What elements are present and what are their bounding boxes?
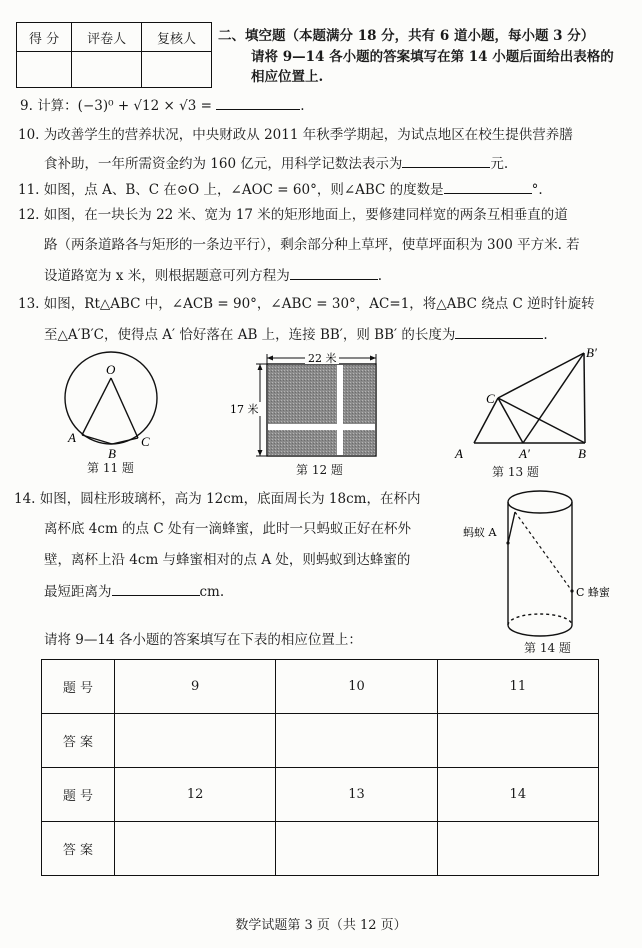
q14-answer-blank[interactable] — [112, 582, 200, 596]
q14-end: cm. — [199, 584, 225, 600]
question-12-cont — [44, 266, 382, 284]
q14-line2: 离杯底 4cm 的点 C 处有一滴蜂蜜，此时一只蚂蚁正好在杯外 — [44, 521, 411, 537]
segment-ab — [82, 435, 112, 444]
answer-table-intro: 请将 9—14 各小题的答案填写在下表的相应位置上： — [44, 632, 362, 648]
ant-label: 蚂蚁 A — [463, 526, 497, 539]
width-label: 22 米 — [308, 352, 337, 365]
q12-line2: 路（两条道路各与矩形的一条边平行），剩余部分种上草坪，使草坪面积为 300 平方米. 若 — [44, 237, 580, 253]
answer-cell-13[interactable] — [276, 822, 437, 876]
question-number-cell: 14 — [437, 768, 598, 822]
q14-line4: 最短距离为 — [44, 584, 112, 600]
figure-14 — [455, 480, 640, 640]
question-9 — [20, 96, 305, 114]
question-number-cell: 12 — [115, 768, 276, 822]
q10-end: 元. — [490, 156, 509, 172]
label-b: B — [108, 446, 116, 461]
label-b-prime: B′ — [586, 346, 597, 360]
cylinder-bottom-front — [508, 625, 572, 636]
point-a — [506, 541, 509, 544]
segment-bc — [112, 438, 138, 444]
question-number-cell: 9 — [115, 660, 276, 714]
ant-path-outside — [508, 512, 515, 543]
q13-end: . — [543, 327, 548, 343]
q12-answer-blank[interactable] — [290, 266, 378, 280]
segment-oc — [111, 378, 138, 438]
q10-line1: 为改善学生的营养状况，中央财政从 2011 年秋季学期起，为试点地区在校生提供营养膳 — [43, 127, 573, 143]
q13-answer-blank[interactable] — [455, 325, 543, 339]
figure-13 — [450, 346, 610, 462]
row-label-answer: 答 案 — [42, 822, 115, 876]
question-12 — [18, 207, 568, 223]
q10-line2: 食补助，一年所需资金约为 160 亿元，用科学记数法表示为 — [44, 156, 403, 172]
section-instruction-2: 相应位置上. — [251, 69, 324, 85]
label-a: A — [68, 430, 76, 445]
q14-number: 14. — [14, 491, 36, 507]
answer-cell-14[interactable] — [437, 822, 598, 876]
score-table — [16, 22, 212, 88]
q12-line1: 如图，在一块长为 22 米、宽为 17 米的矩形地面上，要修建同样宽的两条互相垂直的道 — [43, 207, 568, 223]
q9-number: 9. — [20, 98, 33, 114]
q13-line2: 至△A′B′C，使得点 A′ 恰好落在 AB 上，连接 BB′，则 BB′ 的长度为 — [44, 327, 456, 343]
section-title: 二、填空题（本题满分 18 分，共有 6 道小题，每小题 3 分） — [218, 28, 595, 44]
q12-line3: 设道路宽为 x 米，则根据题意可列方程为 — [44, 268, 290, 284]
arrow-right — [370, 356, 376, 361]
ant-path-inside — [515, 512, 572, 591]
answer-table — [41, 659, 599, 876]
arrow-down — [258, 450, 263, 456]
label-c: C — [486, 391, 495, 406]
segment-a-prime-b-prime — [523, 353, 584, 443]
row-label-answer: 答 案 — [42, 714, 115, 768]
figure-11 — [55, 350, 175, 465]
q11-answer-blank[interactable] — [444, 180, 532, 194]
q11-number: 11. — [18, 182, 40, 198]
q12-number: 12. — [18, 207, 40, 223]
lawn-top-right — [343, 365, 375, 424]
q10-number: 10. — [18, 127, 40, 143]
label-b: B — [578, 446, 586, 461]
question-14 — [14, 491, 420, 507]
label-o: O — [106, 362, 116, 377]
score-cell[interactable] — [17, 52, 72, 88]
q13-line1: 如图，Rt△ABC 中，∠ACB = 90°，∠ABC = 30°，AC=1，将△ABC 绕点 C 逆时针旋转 — [43, 296, 595, 312]
question-number-cell: 13 — [276, 768, 437, 822]
lawn-top-left — [268, 365, 337, 424]
arrow-left — [267, 356, 273, 361]
question-11 — [18, 180, 543, 198]
figure-13-caption: 第 13 题 — [492, 465, 539, 479]
label-a: A — [455, 446, 463, 461]
q9-text: 计算：(−3)⁰ + √12 × √3 = — [37, 98, 212, 114]
segment-cb-prime — [498, 353, 584, 398]
row-label-number: 题 号 — [42, 768, 115, 822]
question-13 — [18, 296, 595, 312]
figure-11-caption: 第 11 题 — [87, 461, 134, 475]
cylinder-top — [508, 491, 572, 513]
q9-end: . — [300, 98, 305, 114]
label-a-prime: A′ — [519, 446, 530, 461]
honey-label: C 蜂蜜 — [576, 586, 610, 599]
reviewer-header: 复核人 — [142, 23, 212, 52]
segment-bb-prime — [584, 353, 585, 443]
row-label-number: 题 号 — [42, 660, 115, 714]
score-header: 得 分 — [17, 23, 72, 52]
question-10 — [18, 127, 573, 143]
q9-answer-blank[interactable] — [216, 96, 300, 110]
q14-line1: 如图，圆柱形玻璃杯，高为 12cm，底面周长为 18cm，在杯内 — [39, 491, 421, 507]
height-label: 17 米 — [230, 403, 259, 416]
answer-cell-10[interactable] — [276, 714, 437, 768]
q13-number: 13. — [18, 296, 40, 312]
figure-14-caption: 第 14 题 — [524, 641, 571, 655]
question-number-cell: 10 — [276, 660, 437, 714]
q14-line3: 壁，离杯上沿 4cm 与蜂蜜相对的点 A 处，则蚂蚁到达蜂蜜的 — [44, 552, 411, 568]
question-13-cont — [44, 325, 548, 343]
lawn-bottom-left — [268, 430, 337, 455]
figure-12 — [230, 352, 390, 460]
point-c — [570, 589, 573, 592]
q11-text: 如图，点 A、B、C 在⊙O 上，∠AOC = 60°，则∠ABC 的度数是 — [43, 182, 444, 198]
reviewer-cell[interactable] — [142, 52, 212, 88]
grader-header: 评卷人 — [72, 23, 142, 52]
q10-answer-blank[interactable] — [402, 154, 490, 168]
segment-oa — [82, 378, 111, 435]
lawn-bottom-right — [343, 430, 375, 455]
question-10-cont — [44, 154, 508, 172]
label-c: C — [141, 434, 150, 449]
question-14-cont — [44, 582, 224, 600]
arrow-up — [258, 364, 263, 370]
answer-cell-12[interactable] — [115, 822, 276, 876]
figure-12-caption: 第 12 题 — [296, 463, 343, 477]
answer-cell-11[interactable] — [437, 714, 598, 768]
q11-end: °. — [531, 182, 543, 198]
cylinder-bottom-back — [508, 614, 572, 625]
answer-cell-9[interactable] — [115, 714, 276, 768]
q12-end: . — [377, 268, 382, 284]
question-number-cell: 11 — [437, 660, 598, 714]
grader-cell[interactable] — [72, 52, 142, 88]
section-instruction-1: 请将 9—14 各小题的答案填写在第 14 小题后面给出表格的 — [251, 49, 614, 65]
page-footer: 数学试题第 3 页（共 12 页） — [235, 918, 407, 933]
